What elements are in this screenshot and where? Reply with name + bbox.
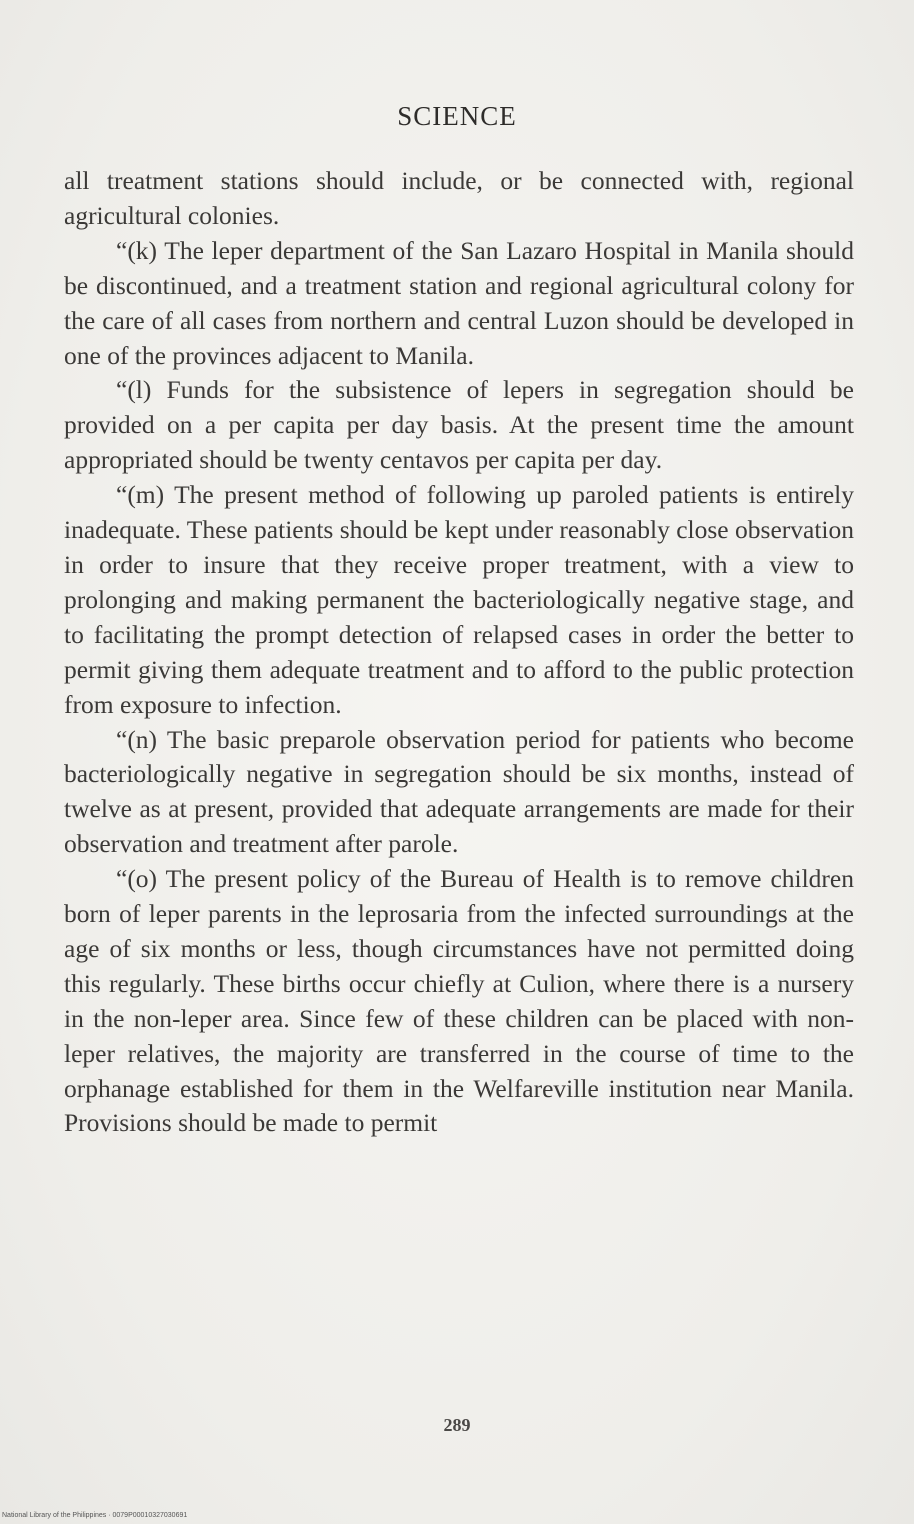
page-header-title: SCIENCE bbox=[397, 101, 517, 131]
body-text bbox=[64, 164, 854, 1141]
paragraph-continuation: all treatment stations should include, or be connected with, regional agricultural colonies. bbox=[64, 166, 854, 230]
paragraph-l: “(l) Funds for the subsistence of lepers in segregation should be provided on a per capita per day basis. At the present time the amount appropriated should be twenty centavos per capita per day. bbox=[64, 375, 854, 475]
paragraph-k: “(k) The leper department of the San Lazaro Hospital in Manila should be discontinued, and a treatment station and regional agricultural colony for the care of all cases from northern and central Luzon should be developed in one of the provinces adjacent to Manila. bbox=[64, 235, 854, 370]
page-number: 289 bbox=[443, 1415, 471, 1435]
paragraph-o: “(o) The present policy of the Bureau of Health is to remove children born of leper parents in the leprosaria from the infected surroundings at the age of six months or less, though circumstances have not permitted doing this regularly. These births occur chiefly at Culion, where there is a nursery in the non-leper area. Since few of these children can be placed with non-leper relatives, the majority are transferred in the course of time to the orphanage established for them in the Welfareville institution near Manila. Provisions should be made to permit bbox=[64, 864, 854, 1138]
paragraph-n: “(n) The basic preparole observation period for patients who become bacteriologically negative in segregation should be six months, instead of twelve as at present, provided that adequate arrangements are made for their observation and treatment after parole. bbox=[64, 724, 854, 859]
paragraph-m: “(m) The present method of following up paroled patients is entirely inadequate. These patients should be kept under reasonably close observation in order to insure that they receive proper treatment, with a view to prolonging and making permanent the bacteriologically negative stage, and to facilitating the prompt detection of relapsed cases in order the better to permit giving them adequate treatment and to afford to the public protection from exposure to infection. bbox=[64, 480, 854, 719]
library-stamp: National Library of the Philippines · 0079P00010327030691 bbox=[2, 1512, 188, 1519]
